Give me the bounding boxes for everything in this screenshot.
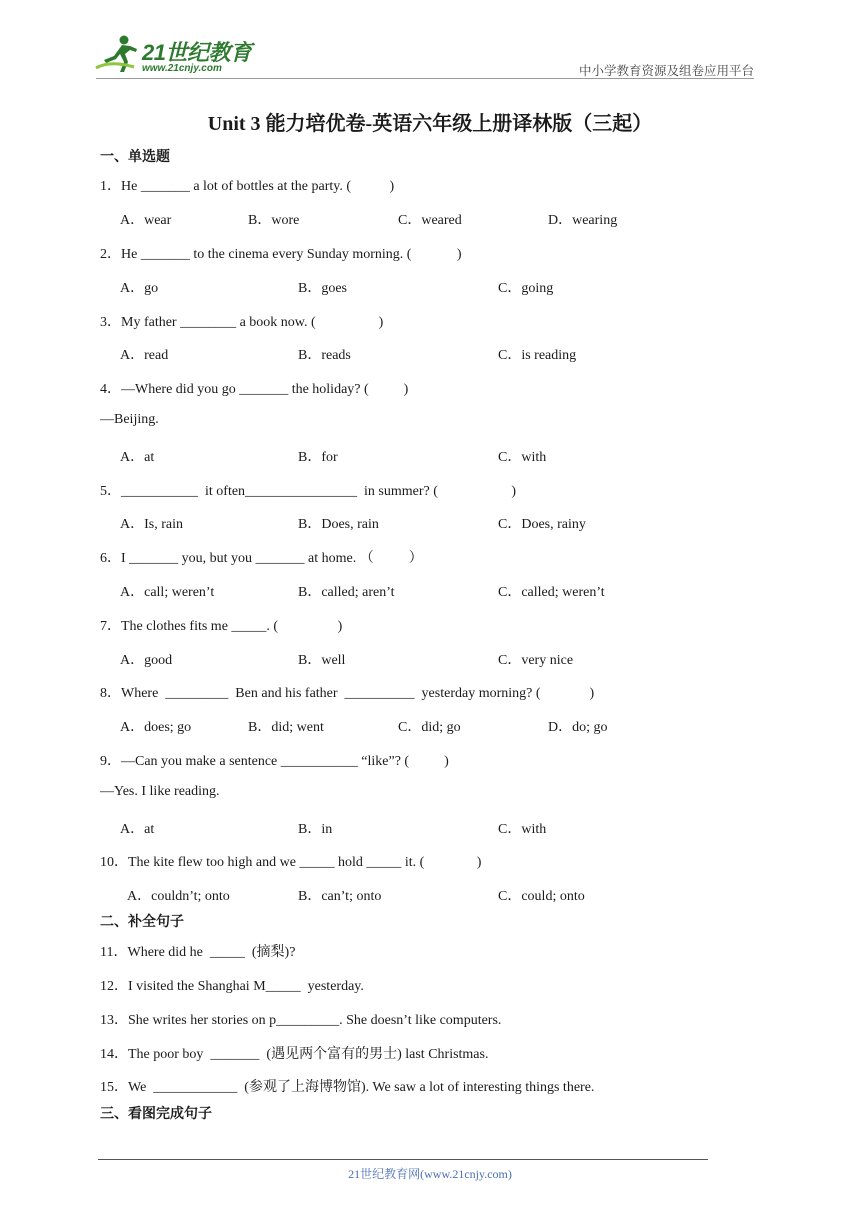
footer-divider <box>98 1159 708 1160</box>
option-b: B．can’t; onto <box>298 889 382 904</box>
option-b: B．in <box>298 822 333 837</box>
option-b: B．for <box>298 450 338 465</box>
question-1-options <box>0 209 860 229</box>
question-9-continuation: —Yes. I like reading. <box>100 784 220 799</box>
option-c: C．very nice <box>498 653 574 668</box>
option-a: A．read <box>120 348 169 363</box>
question-6-options <box>0 581 860 601</box>
question-1: 1．He _______ a lot of bottles at the party. ( ) <box>100 179 395 194</box>
question-12: 12．I visited the Shanghai M_____ yesterday. <box>100 979 364 994</box>
question-10: 10．The kite flew too high and we _____ hold _____ it. ( ) <box>100 855 482 870</box>
runner-logo-icon <box>94 34 140 74</box>
section-heading-3: 三、看图完成句子 <box>100 1106 212 1122</box>
option-a: A．at <box>120 450 155 465</box>
option-b: B．wore <box>248 213 300 228</box>
site-logo <box>94 34 264 78</box>
question-3: 3．My father ________ a book now. ( ) <box>100 315 384 330</box>
question-10-options <box>0 885 860 905</box>
question-5: 5．___________ it often________________ in summer? ( ) <box>100 484 517 499</box>
question-11: 11．Where did he _____ (摘梨)? <box>100 945 296 960</box>
page-header <box>0 0 860 80</box>
question-4: 4．—Where did you go _______ the holiday? ( ) <box>100 382 409 397</box>
option-a: A．go <box>120 281 159 296</box>
question-9: 9．—Can you make a sentence ___________ “like”? ( ) <box>100 754 449 769</box>
question-14: 14．The poor boy _______ (遇见两个富有的男士) last Christmas. <box>100 1047 489 1062</box>
option-c: C．is reading <box>498 348 577 363</box>
section-heading-1: 一、单选题 <box>100 149 170 165</box>
option-c: C．weared <box>398 213 462 228</box>
option-c: C．going <box>498 281 554 296</box>
page-footer: 21世纪教育网(www.21cnjy.com) <box>348 1167 512 1181</box>
option-a: A．at <box>120 822 155 837</box>
option-a: A．does; go <box>120 720 192 735</box>
option-b: B．goes <box>298 281 347 296</box>
question-13: 13．She writes her stories on p_________. She doesn’t like computers. <box>100 1013 502 1028</box>
question-4-options <box>0 446 860 466</box>
question-15: 15．We ____________ (参观了上海博物馆). We saw a lot of interesting things there. <box>100 1080 595 1095</box>
option-d: D．do; go <box>548 720 608 735</box>
question-7: 7．The clothes fits me _____. ( ) <box>100 619 343 634</box>
option-a: A．Is, rain <box>120 517 183 532</box>
option-a: A．call; weren’t <box>120 585 215 600</box>
logo-text: 21世纪教育 <box>142 40 252 65</box>
option-b: B．well <box>298 653 346 668</box>
option-b: B．called; aren’t <box>298 585 395 600</box>
question-2: 2．He _______ to the cinema every Sunday morning. ( ) <box>100 247 462 262</box>
option-b: B．reads <box>298 348 351 363</box>
option-b: B．did; went <box>248 720 324 735</box>
header-divider <box>96 78 754 79</box>
option-c: C．with <box>498 822 547 837</box>
section-heading-2: 二、补全句子 <box>100 914 184 930</box>
option-c: C．could; onto <box>498 889 585 904</box>
question-8: 8．Where _________ Ben and his father __________ yesterday morning? ( ) <box>100 686 595 701</box>
question-4-continuation: —Beijing. <box>100 412 159 427</box>
option-c: C．called; weren’t <box>498 585 605 600</box>
platform-name: 中小学教育资源及组卷应用平台 <box>578 63 754 78</box>
question-8-options <box>0 716 860 736</box>
page-title: Unit 3 能力培优卷-英语六年级上册译林版（三起） <box>207 113 653 135</box>
option-a: A．couldn’t; onto <box>127 889 230 904</box>
question-2-options <box>0 277 860 297</box>
option-a: A．good <box>120 653 173 668</box>
logo-url: www.21cnjy.com <box>142 63 222 74</box>
option-d: D．wearing <box>548 213 618 228</box>
question-5-options <box>0 513 860 533</box>
question-7-options <box>0 649 860 669</box>
question-3-options <box>0 344 860 364</box>
option-b: B．Does, rain <box>298 517 379 532</box>
option-c: C．did; go <box>398 720 461 735</box>
question-9-options <box>0 818 860 838</box>
option-c: C．with <box>498 450 547 465</box>
option-c: C．Does, rainy <box>498 517 586 532</box>
option-a: A．wear <box>120 213 172 228</box>
question-6: 6．I _______ you, but you _______ at home. （ ） <box>100 551 423 566</box>
